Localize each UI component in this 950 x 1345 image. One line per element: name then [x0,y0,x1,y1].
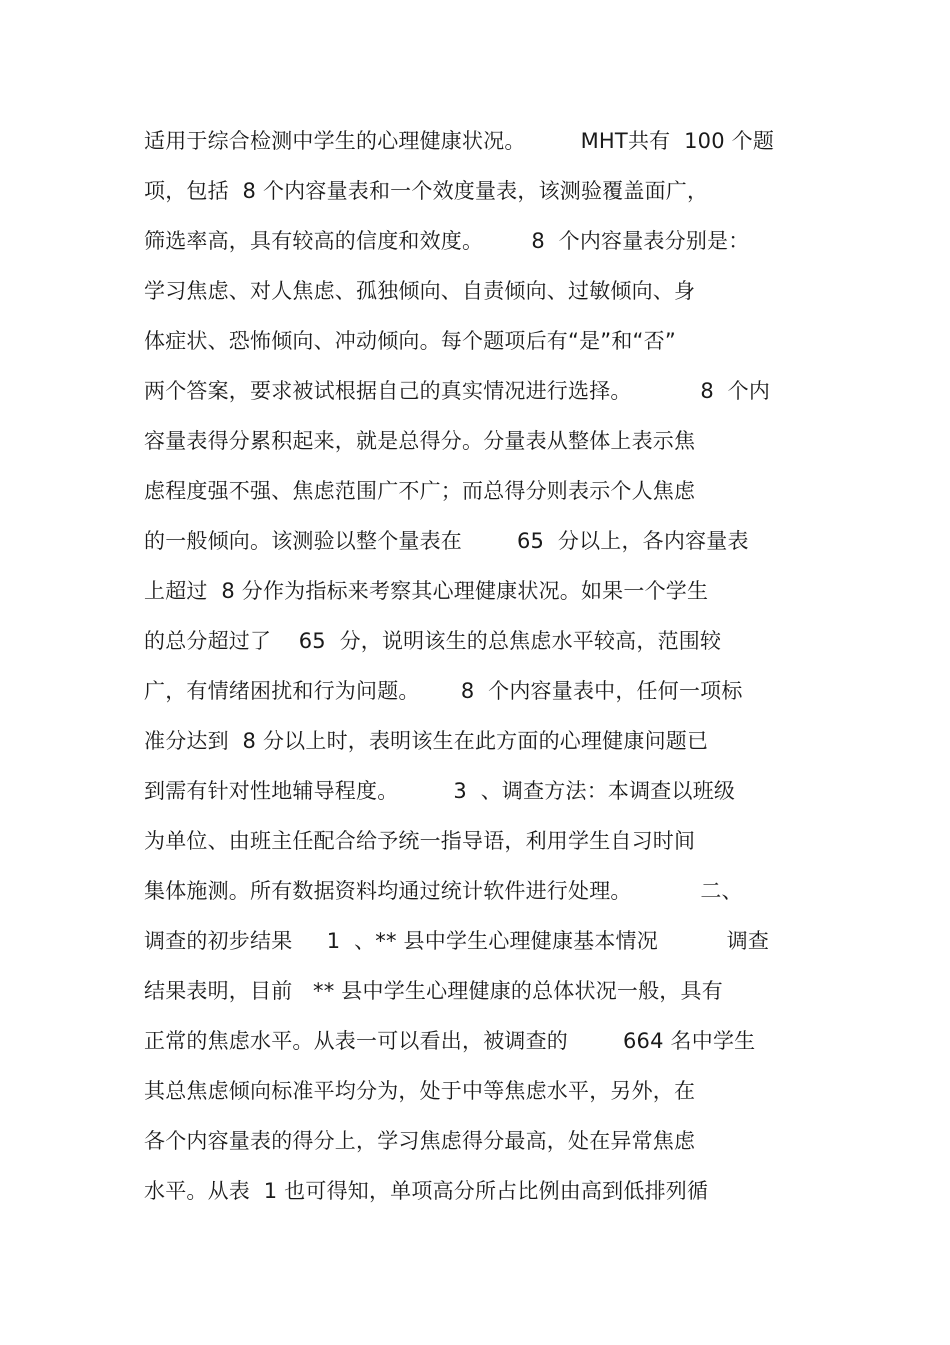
text-line-13: 准分达到 8 分以上时，表明该生在此方面的心理健康问题已 [144,729,709,753]
text-line-11: 的总分超过了 65 分，说明该生的总焦虑水平较高，范围较 [144,629,722,653]
text-line-8: 虑程度强不强、焦虑范围广不广；而总得分则表示个人焦虑 [144,479,696,503]
text-line-7: 容量表得分累积起来，就是总得分。分量表从整体上表示焦 [144,429,696,453]
text-line-12: 广，有情绪困扰和行为问题。 8 个内容量表中，任何一项标 [144,679,743,703]
text-line-21: 各个内容量表的得分上，学习焦虑得分最高，处在异常焦虑 [144,1129,696,1153]
text-line-16: 集体施测。所有数据资料均通过统计软件进行处理。 二、 [144,879,743,903]
text-line-18: 结果表明，目前 ** 县中学生心理健康的总体状况一般，具有 [144,979,723,1003]
text-line-17: 调查的初步结果 1 、** 县中学生心理健康基本情况 调查 [144,929,770,953]
text-line-3: 筛选率高，具有较高的信度和效度。 8 个内容量表分别是： [144,229,750,253]
text-line-10: 上超过 8 分作为指标来考察其心理健康状况。如果一个学生 [144,579,709,603]
text-line-5: 体症状、恐怖倾向、冲动倾向。每个题项后有“是”和“否” [144,329,676,353]
text-line-6: 两个答案，要求被试根据自己的真实情况进行选择。 8 个内 [144,379,771,403]
text-line-19: 正常的焦虑水平。从表一可以看出，被调查的 664 名中学生 [144,1029,756,1053]
text-line-22: 水平。从表 1 也可得知，单项高分所占比例由高到低排列循 [144,1179,709,1203]
text-line-14: 到需有针对性地辅导程度。 3 、调查方法：本调查以班级 [144,779,736,803]
text-line-4: 学习焦虑、对人焦虑、孤独倾向、自责倾向、过敏倾向、身 [144,279,696,303]
text-line-1: 适用于综合检测中学生的心理健康状况。 MHT共有 100 个题 [144,129,775,153]
text-line-15: 为单位、由班主任配合给予统一指导语，利用学生自习时间 [144,829,696,853]
text-line-20: 其总焦虑倾向标准平均分为，处于中等焦虑水平，另外，在 [144,1079,696,1103]
text-line-2: 项，包括 8 个内容量表和一个效度量表，该测验覆盖面广， [144,179,709,203]
text-line-9: 的一般倾向。该测验以整个量表在 65 分以上，各内容量表 [144,529,749,553]
